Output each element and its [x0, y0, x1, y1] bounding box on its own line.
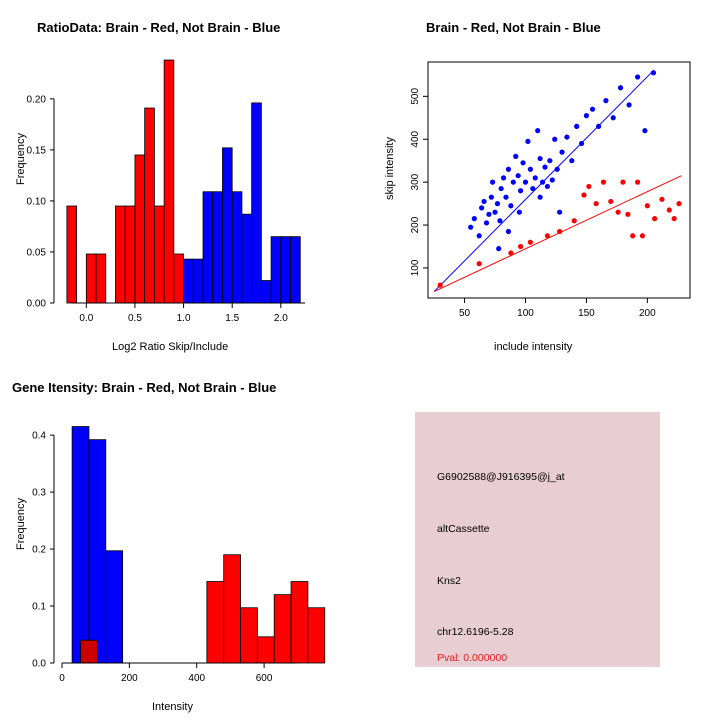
hist-bar — [241, 608, 258, 663]
hist-ratio-plot — [0, 0, 360, 360]
scatter-point — [533, 175, 538, 180]
hist-bar — [89, 440, 106, 663]
hist-ratio-title: RatioData: Brain - Red, Not Brain - Blue — [37, 20, 281, 35]
hist-bar — [135, 155, 145, 303]
tick-label: 0.20 — [26, 94, 46, 106]
hist-bar — [213, 192, 223, 303]
tick-label: 0.5 — [127, 313, 142, 324]
scatter-point — [564, 134, 569, 139]
scatter-point — [528, 240, 533, 245]
hist-bar — [154, 206, 164, 303]
hist-bar — [67, 206, 77, 303]
scatter-point — [640, 233, 645, 238]
hist-bar — [203, 192, 213, 303]
gene-symbol: Kns2 — [437, 575, 461, 587]
scatter-point — [603, 98, 608, 103]
tick-label: 0.0 — [79, 313, 94, 324]
scatter-point — [616, 210, 621, 215]
scatter-point — [486, 212, 491, 217]
hist-bar — [242, 214, 252, 303]
scatter-point — [651, 70, 656, 75]
scatter-title: Brain - Red, Not Brain - Blue — [426, 20, 601, 35]
tick-label: 0.00 — [26, 298, 46, 310]
scatter-point — [538, 195, 543, 200]
scatter-point — [545, 184, 550, 189]
scatter-point — [601, 180, 606, 185]
tick-label: 400 — [188, 673, 206, 684]
probe-id: G6902588@J916395@j_at — [437, 471, 565, 483]
scatter-point — [569, 158, 574, 163]
scatter-xlabel: include intensity — [494, 341, 573, 353]
scatter-point — [495, 201, 500, 206]
hist-bar — [115, 206, 125, 303]
tick-label: 0.10 — [26, 196, 46, 208]
hist-bar — [274, 595, 291, 663]
hist-bar — [281, 237, 291, 303]
hist-intensity-title: Gene Itensity: Brain - Red, Not Brain - Blue — [12, 380, 277, 395]
locus: chr12.6196-5.28 — [437, 626, 514, 638]
tick-label: 0.15 — [26, 145, 46, 157]
hist-bar — [106, 551, 123, 663]
tick-label: 0.3 — [32, 487, 46, 499]
scatter-ylabel: skip intensity — [384, 137, 396, 200]
scatter-point — [479, 205, 484, 210]
scatter-point — [545, 233, 550, 238]
scatter-point — [552, 137, 557, 142]
hist-intensity-xlabel: Intensity — [152, 701, 193, 713]
scatter-point — [516, 173, 521, 178]
scatter-point — [508, 250, 513, 255]
scatter-point — [618, 85, 623, 90]
scatter-point — [540, 180, 545, 185]
scatter-point — [584, 113, 589, 118]
scatter-point — [525, 139, 530, 144]
scatter-point — [528, 167, 533, 172]
scatter-point — [626, 102, 631, 107]
scatter-point — [489, 195, 494, 200]
hist-bar — [257, 637, 274, 663]
scatter-point — [550, 177, 555, 182]
scatter-point — [608, 199, 613, 204]
hist-bar — [271, 237, 281, 303]
scatter-point — [511, 180, 516, 185]
scatter-point — [611, 115, 616, 120]
hist-bar — [164, 60, 174, 303]
scatter-point — [590, 107, 595, 112]
scatter-point — [503, 195, 508, 200]
scatter-point — [579, 141, 584, 146]
scatter-point — [596, 124, 601, 129]
tick-label: 1.0 — [176, 313, 191, 324]
tick-label: 600 — [255, 673, 273, 684]
scatter-point — [501, 175, 506, 180]
scatter-point — [547, 158, 552, 163]
scatter-point — [581, 192, 586, 197]
scatter-point — [513, 154, 518, 159]
scatter-point — [555, 167, 560, 172]
scatter-point — [559, 150, 564, 155]
scatter-point — [557, 210, 562, 215]
hist-bar — [252, 103, 262, 303]
scatter-point — [645, 203, 650, 208]
scatter-point — [490, 180, 495, 185]
tick-label: 0.2 — [32, 544, 46, 556]
scatter-point — [481, 199, 486, 204]
scatter-point — [497, 218, 502, 223]
hist-bar — [72, 427, 89, 663]
tick-label: 0.1 — [32, 601, 46, 613]
hist-bar — [232, 192, 242, 303]
scatter-point — [438, 283, 443, 288]
panel-hist-ratio — [0, 0, 360, 360]
tick-label: 0 — [59, 673, 65, 684]
scatter-point — [518, 188, 523, 193]
scatter-point — [642, 128, 647, 133]
scatter-point — [538, 156, 543, 161]
tick-label: 100 — [410, 259, 421, 277]
scatter-point — [472, 216, 477, 221]
tick-label: 200 — [639, 308, 656, 319]
fit-line — [434, 176, 681, 292]
scatter-point — [520, 160, 525, 165]
hist-bar — [96, 254, 106, 303]
scatter-point — [492, 210, 497, 215]
scatter-point — [676, 201, 681, 206]
scatter-point — [477, 261, 482, 266]
hist-ratio-ylabel: Frequency — [15, 133, 27, 185]
scatter-point — [542, 165, 547, 170]
hist-bar — [184, 259, 194, 303]
tick-label: 200 — [410, 216, 421, 234]
scatter-point — [468, 225, 473, 230]
scatter-point — [506, 167, 511, 172]
scatter-point — [484, 220, 489, 225]
hist-bar — [291, 237, 301, 303]
scatter-point — [574, 124, 579, 129]
hist-bar — [174, 254, 184, 303]
hist-bar — [308, 608, 325, 663]
scatter-point — [530, 186, 535, 191]
tick-label: 150 — [578, 308, 595, 319]
scatter-point — [518, 244, 523, 249]
tick-label: 400 — [410, 130, 421, 148]
hist-bar — [291, 582, 308, 663]
scatter-point — [499, 186, 504, 191]
pval: Pval: 0.000000 — [437, 652, 508, 664]
scatter-point — [672, 216, 677, 221]
hist-bar — [222, 148, 232, 303]
scatter-point — [652, 216, 657, 221]
hist-bar — [145, 108, 155, 303]
hist-bar — [193, 259, 203, 303]
hist-bar — [86, 254, 96, 303]
panel-info — [360, 360, 720, 720]
hist-bar — [207, 582, 224, 663]
scatter-point — [506, 229, 511, 234]
scatter-point — [508, 203, 513, 208]
tick-label: 300 — [410, 173, 421, 191]
hist-bar — [261, 281, 271, 303]
tick-label: 200 — [121, 673, 138, 684]
tick-label: 50 — [458, 308, 471, 319]
hist-bar — [81, 640, 98, 663]
scatter-point — [586, 184, 591, 189]
scatter-point — [620, 180, 625, 185]
scatter-point — [477, 233, 482, 238]
tick-label: 0.0 — [32, 658, 46, 670]
scatter-point — [523, 180, 528, 185]
hist-bar — [125, 206, 135, 303]
scatter-point — [635, 180, 640, 185]
hist-intensity-plot — [0, 360, 360, 720]
scatter-point — [625, 212, 630, 217]
hist-intensity-ylabel: Frequency — [15, 498, 27, 550]
hist-bar — [224, 555, 241, 663]
scatter-point — [517, 210, 522, 215]
tick-label: 2.0 — [273, 313, 288, 324]
panel-scatter — [360, 0, 720, 360]
tick-label: 100 — [517, 308, 534, 319]
scatter-point — [659, 197, 664, 202]
plot-box — [428, 62, 690, 298]
scatter-point — [535, 128, 540, 133]
scatter-point — [572, 218, 577, 223]
tick-label: 1.5 — [225, 313, 240, 324]
scatter-point — [630, 233, 635, 238]
scatter-point — [557, 229, 562, 234]
event-type: altCassette — [437, 523, 490, 535]
scatter-point — [496, 246, 501, 251]
scatter-point — [667, 207, 672, 212]
hist-ratio-xlabel: Log2 Ratio Skip/Include — [112, 341, 229, 353]
tick-label: 0.4 — [32, 430, 46, 442]
tick-label: 0.05 — [26, 247, 46, 259]
scatter-point — [594, 201, 599, 206]
panel-hist-intensity — [0, 360, 360, 720]
scatter-plot — [360, 0, 720, 360]
scatter-point — [635, 74, 640, 79]
tick-label: 500 — [410, 87, 421, 105]
